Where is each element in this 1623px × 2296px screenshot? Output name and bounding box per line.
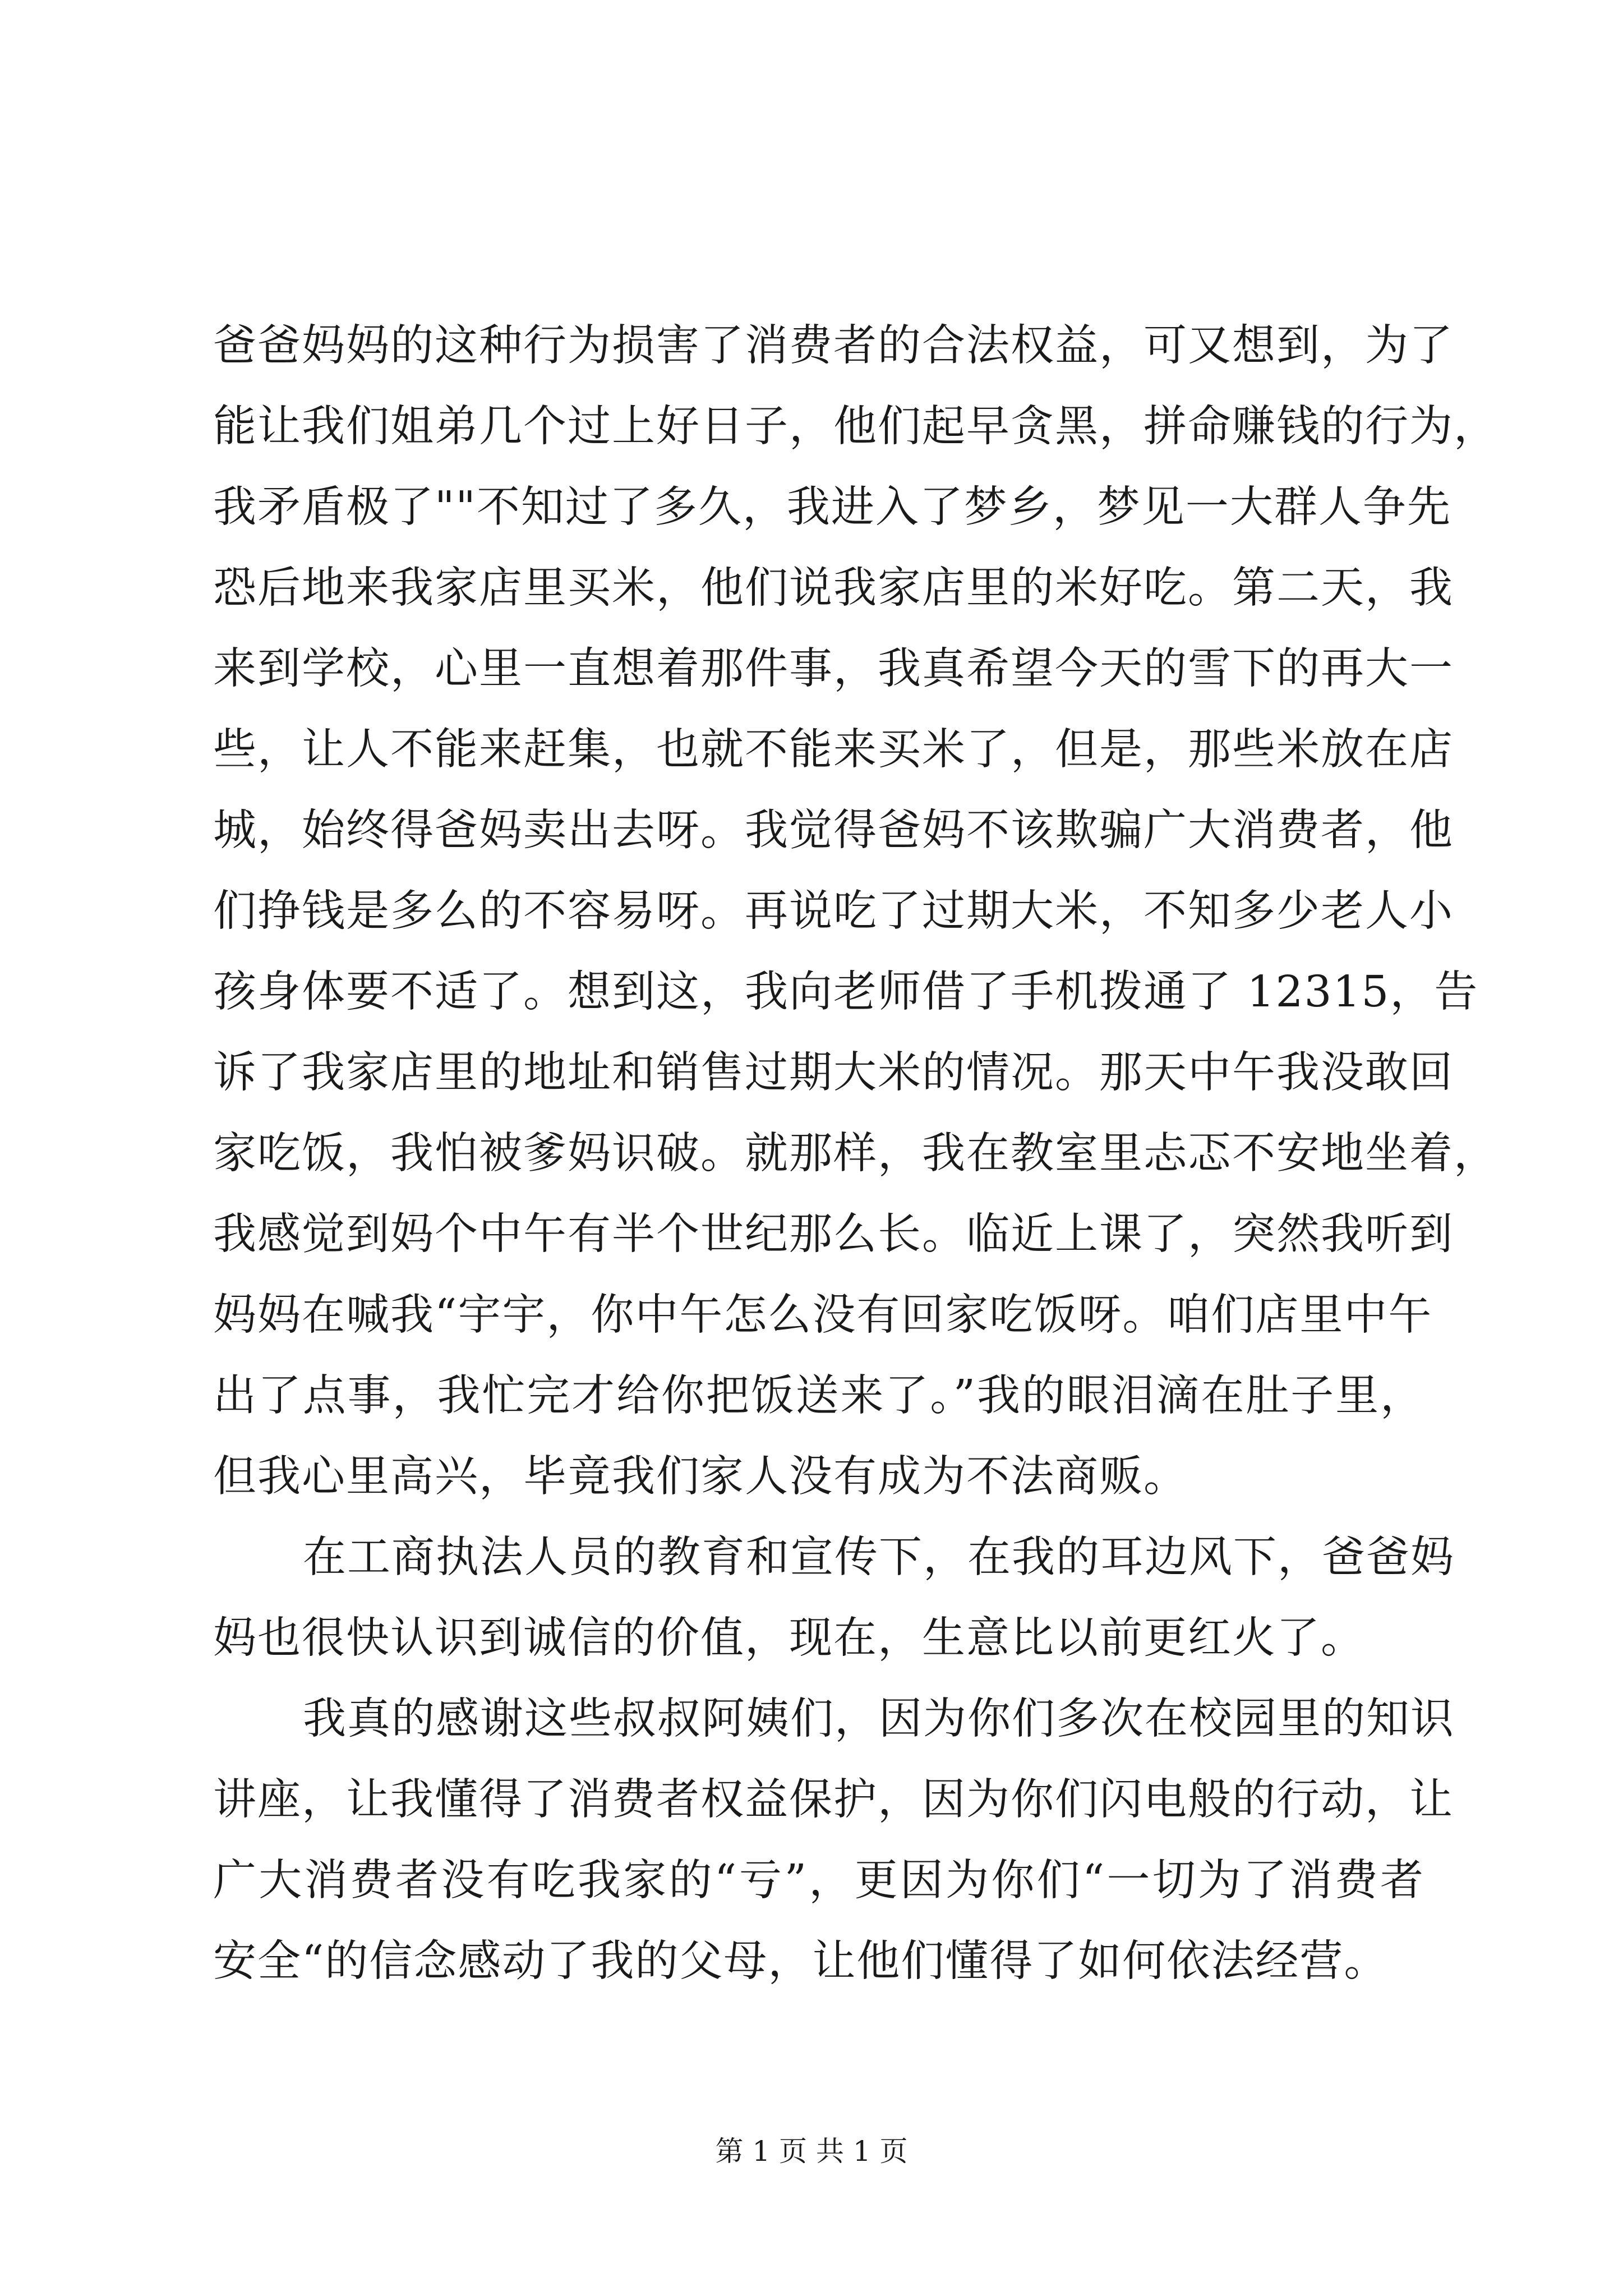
text-line: 些，让人不能来赶集，也就不能来买米了，但是，那些米放在店 <box>213 725 1454 775</box>
text-line: 但我心里高兴，毕竟我们家人没有成为不法商贩。 <box>213 1452 1188 1502</box>
text-line: 恐后地来我家店里买米，他们说我家店里的米好吃。第二天，我 <box>213 563 1454 613</box>
text-line: 在工商执法人员的教育和宣传下，在我的耳边风下，爸爸妈 <box>303 1533 1455 1582</box>
text-line: 家吃饭，我怕被爹妈识破。就那样，我在教室里忐忑不安地坐着， <box>213 1129 1498 1179</box>
text-line: 广大消费者没有吃我家的“亏”，更因为你们“一切为了消费者 <box>213 1856 1424 1906</box>
text-line: 妈也很快认识到诚信的价值，现在，生意比以前更红火了。 <box>213 1613 1365 1663</box>
text-line: 妈妈在喊我“宇宇，你中午怎么没有回家吃饭呀。咱们店里中午 <box>213 1290 1433 1340</box>
document-body <box>213 306 1498 2002</box>
text-line: 爸爸妈妈的这种行为损害了消费者的合法权益，可又想到，为了 <box>213 321 1454 371</box>
text-line: 安全“的信念感动了我的父母，让他们懂得了如何依法经营。 <box>213 1936 1389 1986</box>
text-line: 能让我们姐弟几个过上好日子，他们起早贪黑，拼命赚钱的行为， <box>213 402 1498 452</box>
text-line: 诉了我家店里的地址和销售过期大米的情况。那天中午我没敢回 <box>213 1048 1454 1098</box>
page-number-footer: 第 1 页 共 1 页 <box>715 2135 908 2168</box>
text-line: 来到学校，心里一直想着那件事，我真希望今天的雪下的再大一 <box>213 644 1454 694</box>
text-line: 城，始终得爸妈卖出去呀。我觉得爸妈不该欺骗广大消费者，他 <box>213 806 1454 855</box>
text-line: 我真的感谢这些叔叔阿姨们，因为你们多次在校园里的知识 <box>303 1694 1455 1744</box>
text-line: 讲座，让我懂得了消费者权益保护，因为你们闪电般的行动，让 <box>213 1775 1454 1825</box>
text-line: 们挣钱是多么的不容易呀。再说吃了过期大米，不知多少老人小 <box>213 886 1454 936</box>
text-line: 出了点事，我忙完才给你把饭送来了。”我的眼泪滴在肚子里， <box>213 1371 1424 1421</box>
text-line: 我矛盾极了""不知过了多久，我进入了梦乡，梦见一大群人争先 <box>213 482 1451 532</box>
text-line: 孩身体要不适了。想到这，我向老师借了手机拨通了 12315，告 <box>213 967 1479 1017</box>
text-line: 我感觉到妈个中午有半个世纪那么长。临近上课了，突然我听到 <box>213 1209 1454 1259</box>
